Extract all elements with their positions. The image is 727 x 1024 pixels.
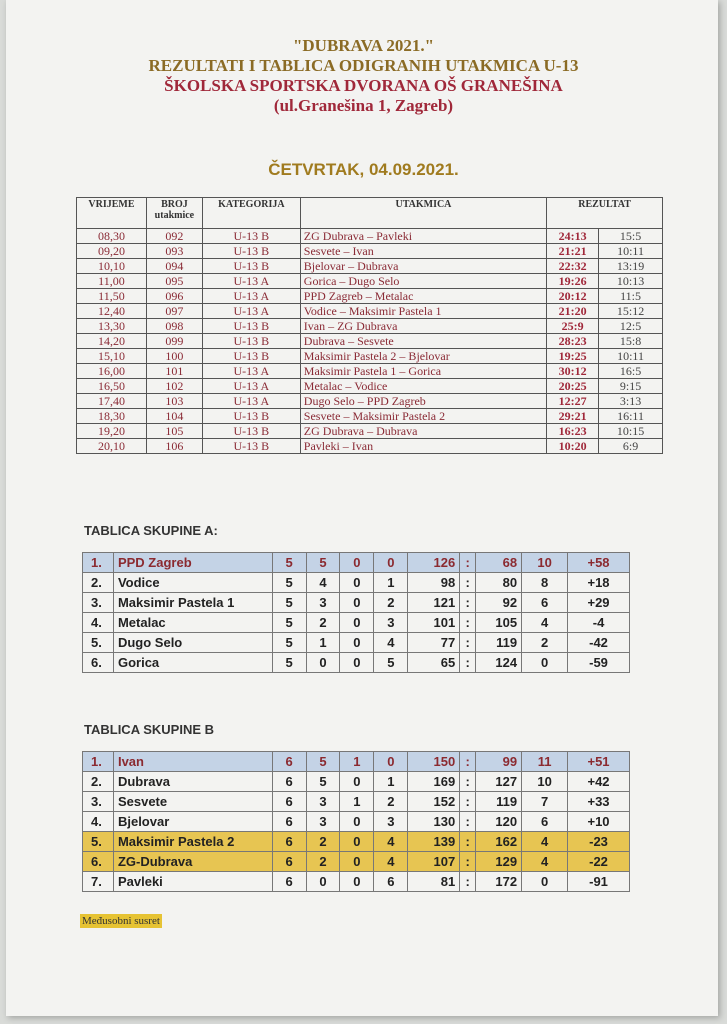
cell-losses: 4 bbox=[374, 832, 408, 852]
cell-wins: 5 bbox=[306, 752, 340, 772]
cell-points: 0 bbox=[522, 872, 568, 892]
cell-losses: 3 bbox=[374, 613, 408, 633]
cell-goals-for: 121 bbox=[408, 593, 460, 613]
cell-result: 29:21 bbox=[547, 409, 599, 424]
cell-draws: 0 bbox=[340, 832, 374, 852]
cell-points: 0 bbox=[522, 653, 568, 673]
cell-halftime: 3:13 bbox=[599, 394, 663, 409]
cell-wins: 0 bbox=[306, 872, 340, 892]
cell-goal-difference: +29 bbox=[568, 593, 630, 613]
cell-halftime: 12:5 bbox=[599, 319, 663, 334]
cell-goal-difference: +42 bbox=[568, 772, 630, 792]
standings-row bbox=[83, 633, 630, 653]
cell-played: 5 bbox=[272, 553, 306, 573]
cell-wins: 4 bbox=[306, 573, 340, 593]
cell-time: 20,10 bbox=[77, 439, 147, 454]
cell-time: 09,20 bbox=[77, 244, 147, 259]
cell-halftime: 9:15 bbox=[599, 379, 663, 394]
cell-team: ZG-Dubrava bbox=[113, 852, 272, 872]
cell-time: 10,10 bbox=[77, 259, 147, 274]
cell-rank: 1. bbox=[83, 752, 114, 772]
cell-category: U-13 A bbox=[202, 364, 300, 379]
cell-time: 16,00 bbox=[77, 364, 147, 379]
group-b-table bbox=[82, 751, 630, 892]
cell-wins: 5 bbox=[306, 772, 340, 792]
cell-goal-difference: -22 bbox=[568, 852, 630, 872]
cell-match-number: 102 bbox=[146, 379, 202, 394]
cell-category: U-13 B bbox=[202, 409, 300, 424]
schedule-row bbox=[77, 274, 663, 289]
cell-goals-against: 80 bbox=[476, 573, 522, 593]
cell-result: 28:23 bbox=[547, 334, 599, 349]
schedule-row bbox=[77, 229, 663, 244]
schedule-row bbox=[77, 394, 663, 409]
cell-match-number: 098 bbox=[146, 319, 202, 334]
results-title: REZULTATI I TABLICA ODIGRANIH UTAKMICA U-13 bbox=[148, 56, 579, 75]
cell-played: 6 bbox=[272, 792, 306, 812]
cell-goals-against: 119 bbox=[476, 792, 522, 812]
cell-goals-against: 162 bbox=[476, 832, 522, 852]
cell-team: Ivan bbox=[113, 752, 272, 772]
standings-row bbox=[83, 852, 630, 872]
cell-category: U-13 B bbox=[202, 439, 300, 454]
cell-played: 5 bbox=[272, 653, 306, 673]
schedule-row bbox=[77, 259, 663, 274]
cell-wins: 3 bbox=[306, 593, 340, 613]
schedule-row bbox=[77, 409, 663, 424]
cell-losses: 4 bbox=[374, 852, 408, 872]
cell-team: Sesvete bbox=[113, 792, 272, 812]
cell-match: Pavleki – Ivan bbox=[300, 439, 546, 454]
standings-row bbox=[83, 792, 630, 812]
group-a-title: TABLICA SKUPINE A: bbox=[84, 523, 218, 538]
cell-result: 10:20 bbox=[547, 439, 599, 454]
cell-points: 2 bbox=[522, 633, 568, 653]
cell-played: 6 bbox=[272, 752, 306, 772]
cell-match: Gorica – Dugo Selo bbox=[300, 274, 546, 289]
cell-halftime: 10:13 bbox=[599, 274, 663, 289]
cell-losses: 2 bbox=[374, 792, 408, 812]
cell-goal-difference: -23 bbox=[568, 832, 630, 852]
cell-draws: 0 bbox=[340, 633, 374, 653]
cell-match-number: 100 bbox=[146, 349, 202, 364]
cell-goals-separator: : bbox=[460, 653, 476, 673]
cell-result: 19:26 bbox=[547, 274, 599, 289]
cell-goals-against: 119 bbox=[476, 633, 522, 653]
cell-losses: 6 bbox=[374, 872, 408, 892]
cell-category: U-13 A bbox=[202, 379, 300, 394]
schedule-row bbox=[77, 439, 663, 454]
cell-draws: 0 bbox=[340, 553, 374, 573]
cell-category: U-13 B bbox=[202, 334, 300, 349]
cell-result: 20:12 bbox=[547, 289, 599, 304]
cell-rank: 3. bbox=[83, 792, 114, 812]
cell-time: 08,30 bbox=[77, 229, 147, 244]
cell-halftime: 16:11 bbox=[599, 409, 663, 424]
col-header-result: REZULTAT bbox=[547, 198, 663, 229]
cell-match: Sesvete – Ivan bbox=[300, 244, 546, 259]
cell-goals-for: 81 bbox=[408, 872, 460, 892]
cell-halftime: 16:5 bbox=[599, 364, 663, 379]
cell-halftime: 15:12 bbox=[599, 304, 663, 319]
cell-losses: 2 bbox=[374, 593, 408, 613]
cell-time: 12,40 bbox=[77, 304, 147, 319]
cell-goals-against: 172 bbox=[476, 872, 522, 892]
cell-result: 12:27 bbox=[547, 394, 599, 409]
cell-draws: 0 bbox=[340, 772, 374, 792]
standings-row bbox=[83, 573, 630, 593]
cell-goal-difference: -42 bbox=[568, 633, 630, 653]
cell-played: 5 bbox=[272, 593, 306, 613]
cell-team: Bjelovar bbox=[113, 812, 272, 832]
cell-goals-for: 139 bbox=[408, 832, 460, 852]
standings-row bbox=[83, 653, 630, 673]
cell-goal-difference: +51 bbox=[568, 752, 630, 772]
cell-team: PPD Zagreb bbox=[113, 553, 272, 573]
cell-result: 20:25 bbox=[547, 379, 599, 394]
cell-match: Maksimir Pastela 2 – Bjelovar bbox=[300, 349, 546, 364]
schedule-row bbox=[77, 304, 663, 319]
cell-points: 7 bbox=[522, 792, 568, 812]
cell-result: 16:23 bbox=[547, 424, 599, 439]
cell-goal-difference: +58 bbox=[568, 553, 630, 573]
cell-result: 25:9 bbox=[547, 319, 599, 334]
cell-goals-against: 92 bbox=[476, 593, 522, 613]
cell-result: 22:32 bbox=[547, 259, 599, 274]
cell-category: U-13 A bbox=[202, 394, 300, 409]
cell-match-number: 105 bbox=[146, 424, 202, 439]
cell-goal-difference: -4 bbox=[568, 613, 630, 633]
schedule-table bbox=[76, 197, 663, 454]
cell-points: 4 bbox=[522, 852, 568, 872]
cell-draws: 0 bbox=[340, 872, 374, 892]
schedule-row bbox=[77, 364, 663, 379]
schedule-row bbox=[77, 424, 663, 439]
cell-played: 6 bbox=[272, 852, 306, 872]
cell-match: Dubrava – Sesvete bbox=[300, 334, 546, 349]
schedule-row bbox=[77, 379, 663, 394]
tournament-title: "DUBRAVA 2021." bbox=[292, 36, 435, 55]
cell-category: U-13 B bbox=[202, 349, 300, 364]
cell-match-number: 103 bbox=[146, 394, 202, 409]
cell-goals-against: 105 bbox=[476, 613, 522, 633]
cell-result: 21:21 bbox=[547, 244, 599, 259]
cell-points: 8 bbox=[522, 573, 568, 593]
cell-goals-for: 130 bbox=[408, 812, 460, 832]
cell-goals-separator: : bbox=[460, 832, 476, 852]
cell-match: ZG Dubrava – Dubrava bbox=[300, 424, 546, 439]
cell-halftime: 10:11 bbox=[599, 349, 663, 364]
cell-category: U-13 B bbox=[202, 319, 300, 334]
cell-losses: 3 bbox=[374, 812, 408, 832]
cell-match-number: 093 bbox=[146, 244, 202, 259]
date-heading: ČETVRTAK, 04.09.2021. bbox=[268, 160, 459, 179]
cell-played: 6 bbox=[272, 772, 306, 792]
cell-match: Maksimir Pastela 1 – Gorica bbox=[300, 364, 546, 379]
cell-losses: 1 bbox=[374, 573, 408, 593]
cell-points: 10 bbox=[522, 553, 568, 573]
cell-points: 6 bbox=[522, 593, 568, 613]
cell-goals-separator: : bbox=[460, 752, 476, 772]
cell-draws: 0 bbox=[340, 593, 374, 613]
cell-category: U-13 B bbox=[202, 229, 300, 244]
cell-goal-difference: +10 bbox=[568, 812, 630, 832]
cell-match-number: 097 bbox=[146, 304, 202, 319]
cell-rank: 5. bbox=[83, 832, 114, 852]
cell-match: Metalac – Vodice bbox=[300, 379, 546, 394]
cell-time: 16,50 bbox=[77, 379, 147, 394]
cell-goals-separator: : bbox=[460, 812, 476, 832]
cell-goals-for: 150 bbox=[408, 752, 460, 772]
venue-title: ŠKOLSKA SPORTSKA DVORANA OŠ GRANEŠINA bbox=[164, 76, 563, 95]
standings-row bbox=[83, 613, 630, 633]
cell-team: Maksimir Pastela 1 bbox=[113, 593, 272, 613]
cell-played: 6 bbox=[272, 832, 306, 852]
cell-goals-for: 65 bbox=[408, 653, 460, 673]
cell-points: 11 bbox=[522, 752, 568, 772]
cell-played: 5 bbox=[272, 633, 306, 653]
cell-draws: 1 bbox=[340, 792, 374, 812]
cell-points: 10 bbox=[522, 772, 568, 792]
cell-rank: 2. bbox=[83, 772, 114, 792]
cell-played: 6 bbox=[272, 872, 306, 892]
cell-halftime: 15:8 bbox=[599, 334, 663, 349]
cell-time: 15,10 bbox=[77, 349, 147, 364]
schedule-row bbox=[77, 349, 663, 364]
cell-goals-against: 68 bbox=[476, 553, 522, 573]
cell-wins: 3 bbox=[306, 792, 340, 812]
cell-rank: 4. bbox=[83, 613, 114, 633]
cell-team: Gorica bbox=[113, 653, 272, 673]
cell-result: 30:12 bbox=[547, 364, 599, 379]
cell-rank: 7. bbox=[83, 872, 114, 892]
cell-match: Dugo Selo – PPD Zagreb bbox=[300, 394, 546, 409]
cell-halftime: 6:9 bbox=[599, 439, 663, 454]
cell-wins: 3 bbox=[306, 812, 340, 832]
cell-wins: 2 bbox=[306, 852, 340, 872]
cell-goals-separator: : bbox=[460, 573, 476, 593]
cell-category: U-13 A bbox=[202, 274, 300, 289]
cell-halftime: 10:11 bbox=[599, 244, 663, 259]
cell-losses: 0 bbox=[374, 752, 408, 772]
cell-team: Metalac bbox=[113, 613, 272, 633]
cell-goals-separator: : bbox=[460, 593, 476, 613]
standings-row bbox=[83, 812, 630, 832]
group-a-table bbox=[82, 552, 630, 673]
cell-draws: 0 bbox=[340, 613, 374, 633]
cell-goals-separator: : bbox=[460, 772, 476, 792]
cell-halftime: 13:19 bbox=[599, 259, 663, 274]
cell-time: 14,20 bbox=[77, 334, 147, 349]
cell-goals-separator: : bbox=[460, 792, 476, 812]
cell-goal-difference: -91 bbox=[568, 872, 630, 892]
cell-goals-for: 126 bbox=[408, 553, 460, 573]
cell-match-number: 095 bbox=[146, 274, 202, 289]
cell-losses: 5 bbox=[374, 653, 408, 673]
cell-category: U-13 B bbox=[202, 244, 300, 259]
schedule-header-row bbox=[77, 198, 663, 229]
cell-time: 13,30 bbox=[77, 319, 147, 334]
cell-goals-for: 169 bbox=[408, 772, 460, 792]
cell-category: U-13 A bbox=[202, 304, 300, 319]
cell-draws: 0 bbox=[340, 653, 374, 673]
cell-match-number: 101 bbox=[146, 364, 202, 379]
cell-rank: 5. bbox=[83, 633, 114, 653]
cell-wins: 1 bbox=[306, 633, 340, 653]
cell-goals-for: 98 bbox=[408, 573, 460, 593]
cell-category: U-13 B bbox=[202, 259, 300, 274]
cell-played: 5 bbox=[272, 613, 306, 633]
cell-goals-separator: : bbox=[460, 852, 476, 872]
cell-played: 5 bbox=[272, 573, 306, 593]
col-header-category: KATEGORIJA bbox=[202, 198, 300, 229]
cell-goals-for: 77 bbox=[408, 633, 460, 653]
cell-goal-difference: +33 bbox=[568, 792, 630, 812]
cell-match: PPD Zagreb – Metalac bbox=[300, 289, 546, 304]
cell-match-number: 099 bbox=[146, 334, 202, 349]
col-header-match: UTAKMICA bbox=[300, 198, 546, 229]
cell-played: 6 bbox=[272, 812, 306, 832]
cell-goals-against: 124 bbox=[476, 653, 522, 673]
cell-goal-difference: -59 bbox=[568, 653, 630, 673]
cell-goals-for: 107 bbox=[408, 852, 460, 872]
cell-goals-separator: : bbox=[460, 553, 476, 573]
cell-goals-against: 99 bbox=[476, 752, 522, 772]
schedule-row bbox=[77, 334, 663, 349]
cell-match-number: 104 bbox=[146, 409, 202, 424]
cell-team: Maksimir Pastela 2 bbox=[113, 832, 272, 852]
cell-losses: 4 bbox=[374, 633, 408, 653]
head-to-head-note: Međusobni susret bbox=[82, 915, 160, 927]
cell-halftime: 15:5 bbox=[599, 229, 663, 244]
cell-time: 18,30 bbox=[77, 409, 147, 424]
document-header bbox=[0, 36, 727, 116]
cell-goals-separator: : bbox=[460, 872, 476, 892]
cell-time: 17,40 bbox=[77, 394, 147, 409]
cell-match-number: 096 bbox=[146, 289, 202, 304]
cell-rank: 2. bbox=[83, 573, 114, 593]
cell-losses: 0 bbox=[374, 553, 408, 573]
cell-rank: 6. bbox=[83, 653, 114, 673]
cell-goals-separator: : bbox=[460, 633, 476, 653]
schedule-row bbox=[77, 289, 663, 304]
cell-goals-against: 120 bbox=[476, 812, 522, 832]
cell-goals-for: 101 bbox=[408, 613, 460, 633]
cell-match-number: 094 bbox=[146, 259, 202, 274]
cell-match-number: 106 bbox=[146, 439, 202, 454]
cell-team: Dugo Selo bbox=[113, 633, 272, 653]
cell-rank: 6. bbox=[83, 852, 114, 872]
standings-row bbox=[83, 752, 630, 772]
cell-time: 11,00 bbox=[77, 274, 147, 289]
standings-row bbox=[83, 872, 630, 892]
cell-team: Vodice bbox=[113, 573, 272, 593]
schedule-row bbox=[77, 319, 663, 334]
cell-match: Bjelovar – Dubrava bbox=[300, 259, 546, 274]
cell-points: 4 bbox=[522, 613, 568, 633]
cell-halftime: 11:5 bbox=[599, 289, 663, 304]
cell-goals-separator: : bbox=[460, 613, 476, 633]
cell-goals-for: 152 bbox=[408, 792, 460, 812]
cell-draws: 0 bbox=[340, 852, 374, 872]
cell-category: U-13 B bbox=[202, 424, 300, 439]
cell-match: Sesvete – Maksimir Pastela 2 bbox=[300, 409, 546, 424]
cell-rank: 3. bbox=[83, 593, 114, 613]
cell-draws: 0 bbox=[340, 573, 374, 593]
cell-rank: 1. bbox=[83, 553, 114, 573]
cell-team: Dubrava bbox=[113, 772, 272, 792]
standings-row bbox=[83, 593, 630, 613]
cell-result: 24:13 bbox=[547, 229, 599, 244]
schedule-row bbox=[77, 244, 663, 259]
cell-time: 11,50 bbox=[77, 289, 147, 304]
cell-losses: 1 bbox=[374, 772, 408, 792]
cell-wins: 0 bbox=[306, 653, 340, 673]
cell-points: 6 bbox=[522, 812, 568, 832]
standings-row bbox=[83, 553, 630, 573]
standings-row bbox=[83, 772, 630, 792]
cell-result: 21:20 bbox=[547, 304, 599, 319]
col-header-match-number: BROJ utakmice bbox=[146, 198, 202, 229]
cell-category: U-13 A bbox=[202, 289, 300, 304]
col-header-time: VRIJEME bbox=[77, 198, 147, 229]
cell-time: 19,20 bbox=[77, 424, 147, 439]
cell-match: ZG Dubrava – Pavleki bbox=[300, 229, 546, 244]
cell-goals-against: 129 bbox=[476, 852, 522, 872]
cell-goals-against: 127 bbox=[476, 772, 522, 792]
cell-halftime: 10:15 bbox=[599, 424, 663, 439]
cell-goal-difference: +18 bbox=[568, 573, 630, 593]
standings-row bbox=[83, 832, 630, 852]
cell-wins: 5 bbox=[306, 553, 340, 573]
cell-team: Pavleki bbox=[113, 872, 272, 892]
cell-rank: 4. bbox=[83, 812, 114, 832]
cell-result: 19:25 bbox=[547, 349, 599, 364]
cell-wins: 2 bbox=[306, 832, 340, 852]
cell-draws: 0 bbox=[340, 812, 374, 832]
venue-address: (ul.Granešina 1, Zagreb) bbox=[273, 96, 454, 115]
cell-match: Ivan – ZG Dubrava bbox=[300, 319, 546, 334]
cell-wins: 2 bbox=[306, 613, 340, 633]
group-b-title: TABLICA SKUPINE B bbox=[84, 722, 214, 737]
cell-match-number: 092 bbox=[146, 229, 202, 244]
cell-match: Vodice – Maksimir Pastela 1 bbox=[300, 304, 546, 319]
cell-draws: 1 bbox=[340, 752, 374, 772]
cell-points: 4 bbox=[522, 832, 568, 852]
